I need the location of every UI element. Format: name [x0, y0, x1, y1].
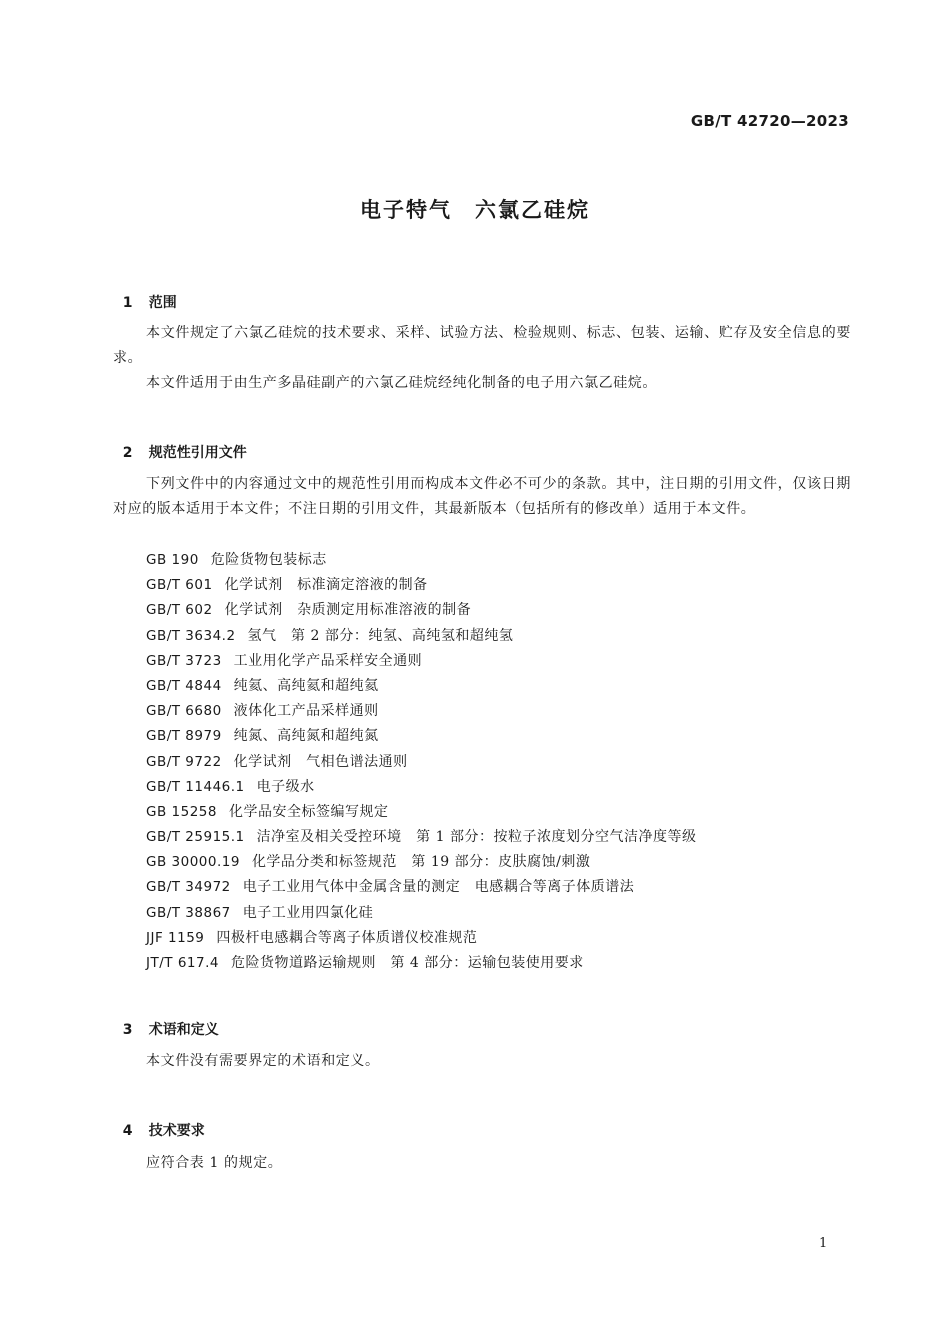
section-title: 术语和定义 — [148, 1022, 219, 1038]
reference-code: GB/T 3634.2 — [146, 627, 236, 644]
reference-title: 纯氮、高纯氮和超纯氮 — [233, 728, 379, 745]
reference-item — [146, 724, 851, 749]
reference-title: 危险货物道路运输规则 第 4 部分：运输包装使用要求 — [230, 955, 584, 971]
reference-item — [146, 598, 851, 623]
scope-paragraph-2: 本文件适用于由生产多晶硅副产的六氯乙硅烷经纯化制备的电子用六氯乙硅烷。 — [146, 375, 657, 391]
references-intro: 下列文件中的内容通过文中的规范性引用而构成本文件必不可少的条款。其中，注日期的引用文件，仅该日期对应的版本适用于本文件；不注日期的引用文件，其最新版本（包括所有的修改单）适用于本文件。 — [113, 476, 851, 517]
reference-code: GB/T 602 — [146, 602, 213, 619]
reference-item — [146, 850, 851, 875]
reference-code: GB/T 38867 — [146, 904, 231, 921]
reference-code: GB/T 25915.1 — [146, 829, 245, 846]
section-number: 2 — [122, 445, 133, 461]
reference-code: JJF 1159 — [146, 929, 205, 946]
reference-code: GB/T 34972 — [146, 879, 231, 896]
reference-code: GB/T 9722 — [146, 753, 222, 770]
reference-item — [146, 825, 851, 850]
reference-code: GB/T 8979 — [146, 728, 222, 745]
reference-title: 化学品分类和标签规范 第 19 部分：皮肤腐蚀/刺激 — [251, 854, 591, 871]
reference-title: 工业用化学产品采样安全通则 — [233, 652, 423, 669]
section-number: 3 — [122, 1022, 133, 1038]
reference-title: 化学试剂 标准滴定溶液的制备 — [224, 577, 428, 594]
reference-code: GB/T 3723 — [146, 652, 222, 669]
reference-title: 化学试剂 气相色谱法通则 — [233, 753, 408, 770]
reference-title: 四极杆电感耦合等离子体质谱仪校准规范 — [216, 929, 478, 946]
reference-title: 液体化工产品采样通则 — [233, 703, 379, 720]
reference-title: 纯氦、高纯氦和超纯氦 — [233, 677, 379, 694]
reference-item — [146, 573, 851, 598]
section-title: 范围 — [148, 295, 177, 311]
section-title: 规范性引用文件 — [148, 445, 247, 461]
reference-item — [146, 750, 851, 775]
reference-item — [146, 699, 851, 724]
reference-title: 洁净室及相关受控环境 第 1 部分：按粒子浓度划分空气洁净度等级 — [256, 829, 697, 846]
reference-code: GB 190 — [146, 552, 199, 568]
reference-title: 化学品安全标签编写规定 — [228, 803, 389, 820]
reference-item — [146, 951, 851, 976]
section-number: 4 — [122, 1123, 133, 1139]
reference-title: 电子工业用四氯化硅 — [242, 904, 374, 921]
reference-item — [146, 901, 851, 926]
section-number: 1 — [122, 295, 133, 311]
reference-code: GB/T 11446.1 — [146, 778, 245, 795]
reference-code: GB/T 6680 — [146, 703, 222, 720]
reference-item — [146, 800, 851, 825]
document-title: 电子特气 六氯乙硅烷 — [360, 198, 590, 222]
reference-item — [146, 548, 851, 573]
reference-item — [146, 624, 851, 649]
reference-title: 氢气 第 2 部分：纯氢、高纯氢和超纯氢 — [247, 627, 514, 644]
section-title: 技术要求 — [148, 1123, 205, 1139]
section-3-heading — [113, 1003, 219, 1039]
page-number: 1 — [819, 1236, 828, 1251]
reference-list — [146, 548, 851, 976]
reference-code: GB/T 601 — [146, 577, 213, 594]
reference-code: GB 30000.19 — [146, 854, 240, 871]
reference-title: 危险货物包装标志 — [210, 552, 327, 568]
reference-title: 电子级水 — [256, 778, 315, 795]
section-2-heading — [113, 426, 247, 462]
reference-item — [146, 875, 851, 900]
reference-code: GB/T 4844 — [146, 677, 222, 694]
section-1-heading — [113, 276, 177, 312]
reference-title: 电子工业用气体中金属含量的测定 电感耦合等离子体质谱法 — [242, 879, 635, 896]
standard-number: GB/T 42720—2023 — [690, 112, 849, 130]
reference-item — [146, 674, 851, 699]
section-4-heading — [113, 1104, 205, 1140]
scope-paragraph-1: 本文件规定了六氯乙硅烷的技术要求、采样、试验方法、检验规则、标志、包装、运输、贮存及安全信息的要求。 — [113, 325, 851, 366]
reference-title: 化学试剂 杂质测定用标准溶液的制备 — [224, 602, 472, 619]
requirements-paragraph: 应符合表 1 的规定。 — [146, 1155, 283, 1171]
reference-code: JT/T 617.4 — [146, 955, 219, 971]
reference-item — [146, 926, 851, 951]
reference-item — [146, 775, 851, 800]
terms-paragraph: 本文件没有需要界定的术语和定义。 — [146, 1053, 380, 1069]
reference-code: GB 15258 — [146, 803, 217, 820]
reference-item — [146, 649, 851, 674]
